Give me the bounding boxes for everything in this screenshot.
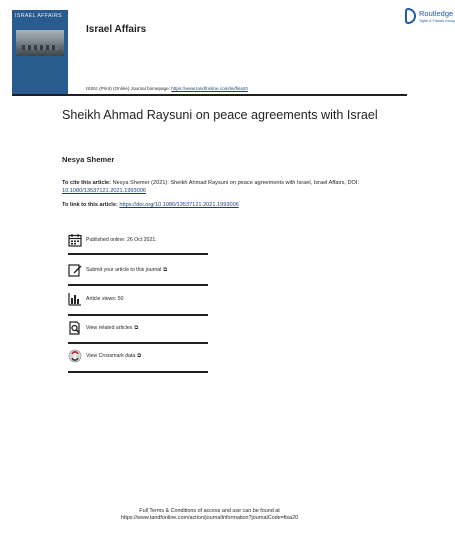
crossmark-label[interactable] (86, 353, 141, 360)
publisher-subtitle: Taylor & Francis Group (419, 19, 455, 23)
bar-chart-icon (68, 292, 82, 306)
journal-title: Israel Affairs (86, 24, 147, 35)
journal-cover (12, 10, 68, 94)
issn-text: ISSN: (Print) (Online) Journal homepage: (86, 86, 172, 91)
action-divider (68, 371, 208, 373)
crossmark-icon (68, 349, 82, 363)
submit-article-row[interactable] (68, 263, 208, 283)
routledge-logo-icon (405, 8, 416, 24)
action-divider (68, 284, 208, 286)
article-title: Sheikh Ahmad Raysuni on peace agreements with Israel (62, 108, 378, 122)
cover-photo (16, 30, 64, 56)
issn-line (86, 86, 248, 91)
external-link-icon: ⧉ (137, 353, 142, 359)
related-articles-row[interactable] (68, 321, 208, 341)
article-link-block (62, 202, 239, 208)
article-views-row (68, 292, 208, 312)
citation-block (62, 180, 362, 195)
doi-link[interactable]: 10.1080/13537121.2021.1993006 (62, 187, 146, 194)
submit-article-text: Submit your article to this journal (86, 267, 162, 273)
terms-link[interactable]: https://www.tandfonline.com/action/journalInformation?journalCode=fisa20 (120, 515, 299, 522)
submit-article-label[interactable] (86, 267, 167, 274)
header-rule (12, 94, 407, 96)
cite-label: To cite this article: (62, 180, 112, 186)
external-link-icon: ⧉ (134, 325, 139, 331)
crossmark-row[interactable] (68, 349, 208, 369)
action-divider (68, 253, 208, 255)
action-divider (68, 314, 208, 316)
article-author: Nesya Shemer (62, 155, 115, 164)
article-url-link[interactable]: https://doi.org/10.1080/13537121.2021.1993006 (119, 202, 239, 208)
action-divider (68, 342, 208, 344)
cover-title: ISRAEL AFFAIRS (15, 13, 62, 19)
article-views-label: Article views: 50 (86, 296, 124, 302)
published-online-label: Published online: 26 Oct 2021. (86, 237, 157, 243)
journal-homepage-link[interactable]: https://www.tandfonline.com/loi/fisa20 (171, 86, 248, 91)
link-label: To link to this article: (62, 202, 120, 208)
published-online-row (68, 233, 208, 253)
external-link-icon: ⧉ (163, 267, 168, 273)
related-articles-text: View related articles (86, 325, 133, 331)
terms-text: Full Terms & Conditions of access and use can be found at (139, 508, 280, 514)
search-document-icon (68, 321, 82, 335)
related-articles-label[interactable] (86, 325, 138, 332)
cite-text: Nesya Shemer (2021): Sheikh Ahmad Raysuni on peace agreements with Israel, Israel Affairs, DOI: (111, 180, 360, 186)
calendar-icon (68, 233, 82, 247)
edit-icon (68, 263, 82, 277)
terms-footer (0, 508, 419, 522)
crossmark-text: View Crossmark data (86, 353, 136, 359)
publisher-name: Routledge (419, 9, 454, 18)
